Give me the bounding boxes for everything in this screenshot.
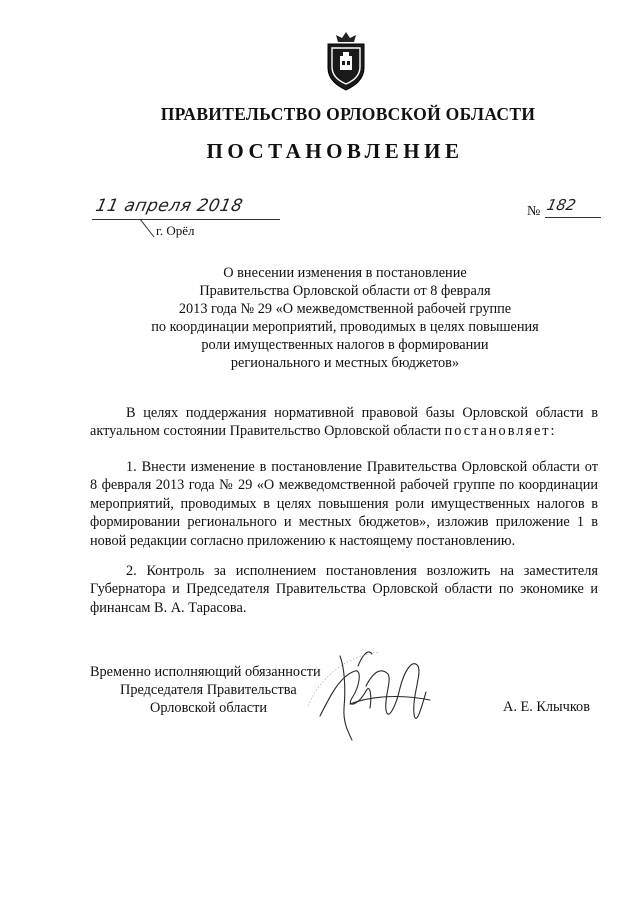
subject-line: 2013 года № 29 «О межведомственной рабочей группе xyxy=(178,301,512,317)
subject-line: роли имущественных налогов в формировании xyxy=(201,337,489,353)
subject-line: по координации мероприятий, проводимых в целях повышения xyxy=(151,319,539,335)
subject-line: Правительства Орловской области от 8 февраля xyxy=(199,283,491,299)
handwritten-signature-icon xyxy=(300,636,450,746)
date-underline xyxy=(92,219,280,220)
document-subject xyxy=(110,264,580,372)
subject-line: регионального и местных бюджетов» xyxy=(230,355,460,371)
signatory-title-line-1: Временно исполняющий обязанности xyxy=(90,664,321,680)
number-label: № xyxy=(527,204,541,219)
item-2-text: 2. Контроль за исполнением постановления возложить на заместителя Губернатора и Председателя Правительства Орловской области по экономике и финансам В. А. Тарасова. xyxy=(90,563,598,616)
handwritten-date: 11 апреля 2018 xyxy=(93,196,245,216)
preamble-paragraph xyxy=(90,404,598,441)
number-underline xyxy=(545,217,601,218)
organization-title: ПРАВИТЕЛЬСТВО ОРЛОВСКОЙ ОБЛАСТИ xyxy=(160,104,536,124)
signatory-title-line-2: Председателя Правительства xyxy=(120,682,297,698)
document-type-title: ПОСТАНОВЛЕНИЕ xyxy=(206,139,464,163)
preamble-text: В целях поддержания нормативной правовой базы Орловской области в актуальном состоянии Правительство Орловской области xyxy=(90,405,598,440)
handwritten-number: 182 xyxy=(545,196,578,214)
signer-name: А. Е. Клычков xyxy=(503,699,590,715)
coat-of-arms-icon xyxy=(322,30,370,92)
city-label: г. Орёл xyxy=(156,223,195,238)
item-2-paragraph xyxy=(90,562,598,617)
preamble-keyword: постановляет: xyxy=(444,423,557,440)
subject-line: О внесении изменения в постановление xyxy=(223,265,467,281)
item-1-text: 1. Внести изменение в постановление Правительства Орловской области от 8 февраля 2013 года № 29 «О межведомственной рабочей группе по координации мероприятий, проводимых в целях повышения роли имущественных налогов в формировании регионального и местных бюджетов», изложив приложение 1 в новой редакции согласно приложению к настоящему постановлению. xyxy=(90,459,598,549)
item-1-paragraph xyxy=(90,458,598,550)
signatory-title-line-3: Орловской области xyxy=(150,700,267,716)
